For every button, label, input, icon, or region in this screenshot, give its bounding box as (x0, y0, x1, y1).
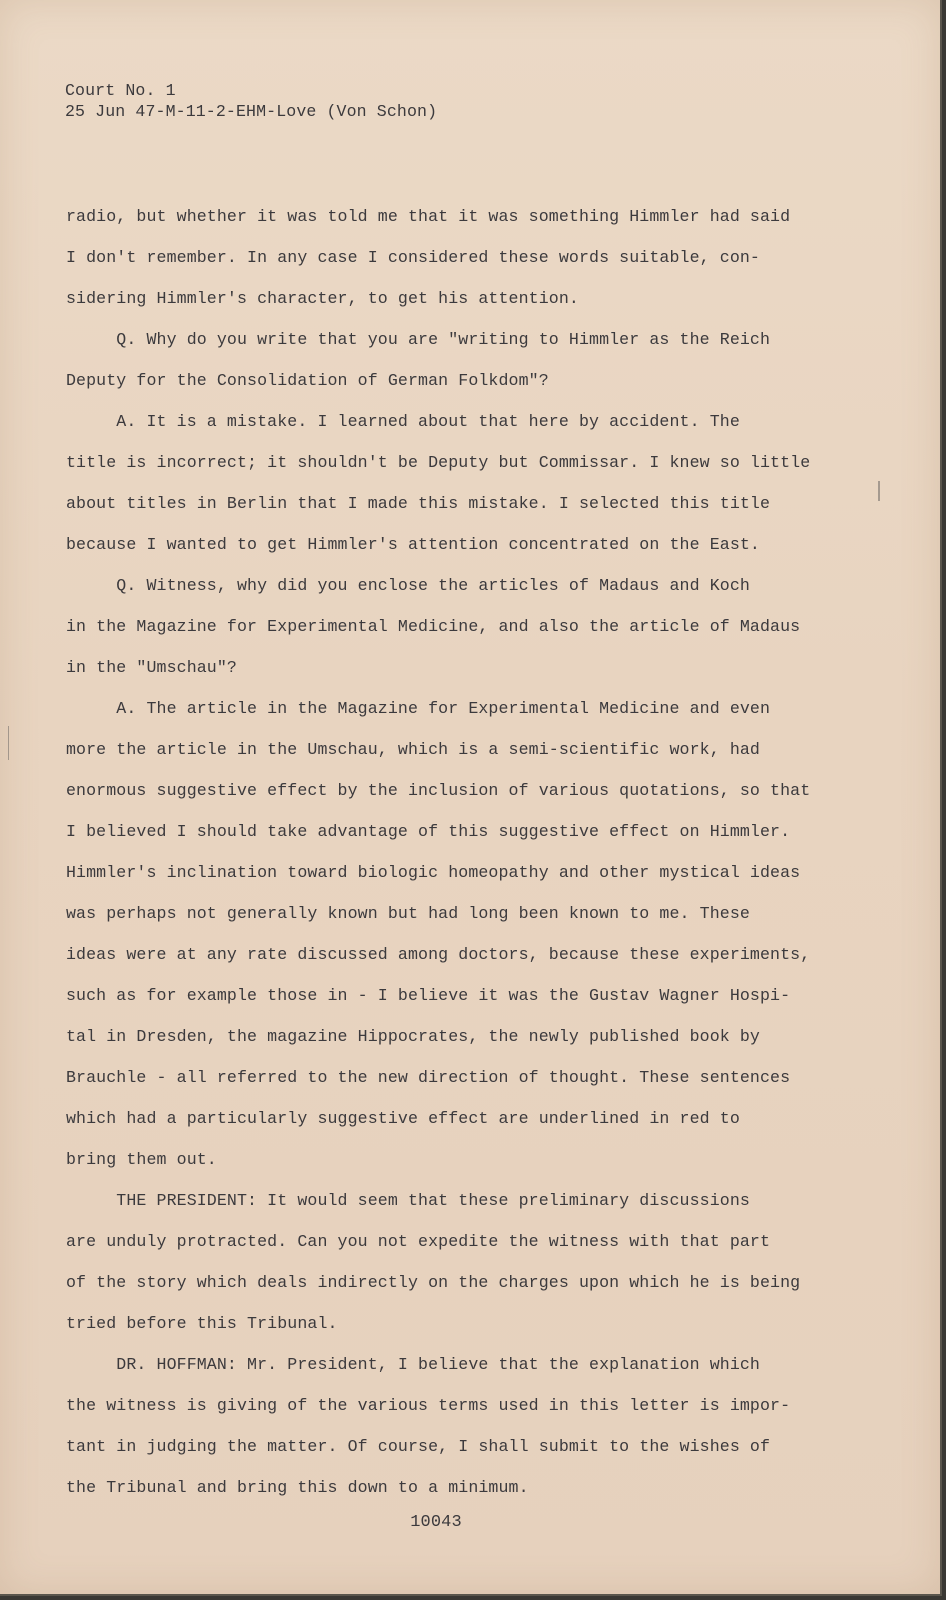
transcript-line: I believed I should take advantage of this suggestive effect on Himmler. (66, 822, 791, 841)
transcript-line: tried before this Tribunal. (66, 1314, 338, 1333)
transcript-line: enormous suggestive effect by the inclusion of various quotations, so that (66, 781, 811, 800)
transcript-line: A. It is a mistake. I learned about that here by accident. The (66, 412, 740, 431)
margin-mark (878, 481, 880, 501)
transcript-line: Q. Why do you write that you are "writing to Himmler as the Reich (66, 330, 771, 349)
transcript-line: about titles in Berlin that I made this mistake. I selected this title (66, 494, 771, 513)
transcript-line: of the story which deals indirectly on the charges upon which he is being (66, 1273, 801, 1292)
transcript-line: which had a particularly suggestive effect are underlined in red to (66, 1109, 740, 1128)
transcript-line: tal in Dresden, the magazine Hippocrates, the newly published book by (66, 1027, 760, 1046)
transcript-line: because I wanted to get Himmler's attention concentrated on the East. (66, 535, 760, 554)
transcript-line: title is incorrect; it shouldn't be Deputy but Commissar. I knew so little (66, 453, 811, 472)
transcript-line: the witness is giving of the various terms used in this letter is impor- (66, 1396, 791, 1415)
transcript-line: are unduly protracted. Can you not expedite the witness with that part (66, 1232, 771, 1251)
transcript-line: the Tribunal and bring this down to a minimum. (66, 1478, 529, 1497)
transcript-line: ideas were at any rate discussed among doctors, because these experiments, (66, 945, 811, 964)
transcript-line: Brauchle - all referred to the new direction of thought. These sentences (66, 1068, 791, 1087)
transcript-line: bring them out. (66, 1150, 217, 1169)
transcript-line: such as for example those in - I believe it was the Gustav Wagner Hospi- (66, 986, 791, 1005)
court-number: Court No. 1 (65, 81, 176, 100)
transcript-line: Deputy for the Consolidation of German Folkdom"? (66, 371, 549, 390)
transcript-body (66, 196, 826, 1508)
transcript-line: in the Magazine for Experimental Medicine, and also the article of Madaus (66, 617, 801, 636)
transcript-line: THE PRESIDENT: It would seem that these preliminary discussions (66, 1191, 750, 1210)
transcript-line: DR. HOFFMAN: Mr. President, I believe that the explanation which (66, 1355, 760, 1374)
transcript-line: Himmler's inclination toward biologic homeopathy and other mystical ideas (66, 863, 801, 882)
page-number: 10043 (410, 1513, 462, 1532)
transcript-line: was perhaps not generally known but had long been known to me. These (66, 904, 750, 923)
transcript-line: A. The article in the Magazine for Experimental Medicine and even (66, 699, 771, 718)
transcript-line: Q. Witness, why did you enclose the articles of Madaus and Koch (66, 576, 750, 595)
transcript-line: in the "Umschau"? (66, 658, 237, 677)
transcript-line: sidering Himmler's character, to get his attention. (66, 289, 579, 308)
transcript-line: radio, but whether it was told me that it was something Himmler had said (66, 207, 791, 226)
transcript-line: I don't remember. In any case I considered these words suitable, con- (66, 248, 760, 267)
session-reference: 25 Jun 47-M-11-2-EHM-Love (Von Schon) (65, 102, 438, 121)
margin-mark (8, 726, 9, 760)
page-header (65, 80, 437, 122)
transcript-line: tant in judging the matter. Of course, I shall submit to the wishes of (66, 1437, 771, 1456)
transcript-line: more the article in the Umschau, which is a semi-scientific work, had (66, 740, 760, 759)
